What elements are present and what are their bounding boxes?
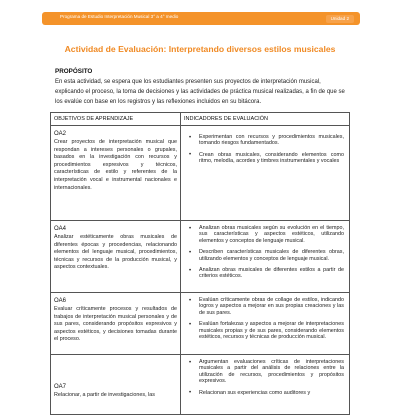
indicator-list — [181, 293, 349, 349]
objective-code: OA6 — [54, 298, 67, 304]
indicator-list — [181, 355, 349, 405]
list-item: • Relacionan sus experiencias como auditores y — [189, 389, 311, 397]
bullet-icon: • — [189, 267, 192, 274]
list-item: • Analizan obras musicales según su evolución en el tiempo, sus características y aspectos estéticos, utilizando elementos y conceptos de lenguaje musical. — [189, 225, 344, 244]
program-name: Programa de Estudio Interpretación Musical 3° a 4° medio — [60, 14, 179, 19]
list-item: • Crean obras musicales, considerando elementos como ritmo, melodía, acordes y timbres instrumentales y vocales — [189, 151, 344, 165]
table-row — [51, 126, 350, 221]
bullet-icon: • — [189, 249, 192, 256]
table-row — [51, 221, 350, 293]
objective-cell — [51, 355, 181, 415]
objective-text: Relacionar, a partir de investigaciones, las — [54, 392, 155, 398]
list-item: • Analizan obras musicales de diferentes estilos a partir de criterios estéticos. — [189, 267, 344, 280]
indicator-list — [181, 221, 349, 289]
objective-text: Evaluar críticamente procesos y resultados de trabajos de interpretación musical personales y de sus pares, considerando propósitos expresivos y aspectos estéticos, y decisiones tomadas durante el proceso. — [54, 306, 177, 343]
list-item: • Describen características musicales de diferentes obras, utilizando elementos y conceptos de lenguaje musical. — [189, 249, 344, 262]
purpose-heading: PROPÓSITO — [55, 68, 93, 75]
bullet-icon: • — [189, 359, 192, 366]
objective-cell — [51, 126, 181, 221]
objective-code: OA2 — [54, 131, 67, 137]
purpose-text: En esta actividad, se espera que los estudiantes presenten sus proyectos de interpretación musical, explicando el proceso, la toma de decisiones y las actividades de práctica musical realizadas, a fin de que se los evalúe con base en los registros y las reflexiones incluidos en su bitácora. — [55, 79, 345, 105]
objective-text: Crear proyectos de interpretación musical que respondan a intereses personales o grupales, basados en la investigación con recursos y procedimientos expresivos y técnicos, características de estilo y referentes de la interpretación vocal e instrumental nacionales e internacionales. — [54, 139, 177, 191]
objective-text: Analizar estéticamente obras musicales de diferentes épocas y procedencias, relacionando elementos del lenguaje musical, procedimientos, técnicas y recursos de la producción musical, y aspectos contextuales. — [54, 234, 177, 271]
objective-cell — [51, 293, 181, 355]
unit-badge: Unidad 2 — [326, 15, 354, 23]
table-row — [51, 355, 350, 415]
evaluation-table — [50, 112, 350, 415]
header-bar — [42, 12, 360, 25]
objective-cell — [51, 221, 181, 293]
bullet-icon: • — [189, 390, 192, 397]
page-title: Actividad de Evaluación: Interpretando diversos estilos musicales — [64, 44, 336, 54]
objective-code: OA7 — [54, 384, 67, 390]
indicators-cell — [181, 221, 350, 293]
bullet-icon: • — [189, 321, 192, 328]
indicators-cell — [181, 355, 350, 415]
table-row — [51, 293, 350, 355]
list-item: • Experimentan con recursos y procedimientos musicales, tomando riesgos fundamentados. — [189, 134, 344, 147]
bullet-icon: • — [189, 225, 192, 232]
indicators-cell — [181, 293, 350, 355]
bullet-icon: • — [189, 297, 192, 304]
list-item: • Evalúan fortalezas y aspectos a mejorar de interpretaciones musicales propias y de sus pares, considerando elementos estéticos, recursos y técnicas de producción musical. — [189, 321, 344, 341]
objective-code: OA4 — [54, 226, 67, 232]
list-item: • Argumentan evaluaciones críticas de interpretaciones musicales a partir del análisis de relaciones entre la utilización de recursos, procedimientos y propósitos expresivos. — [189, 359, 344, 385]
indicator-list — [181, 126, 349, 174]
table-header-row — [51, 113, 350, 126]
bullet-icon: • — [189, 134, 192, 141]
bullet-icon: • — [189, 152, 192, 159]
objectives-header: OBJETIVOS DE APRENDIZAJE — [51, 113, 181, 126]
indicators-cell — [181, 126, 350, 221]
list-item: • Evalúan críticamente obras de collage de estilos, indicando logros y aspectos a mejorar en sus propias creaciones y las de sus pares. — [189, 297, 344, 316]
indicators-header: INDICADORES DE EVALUACIÓN — [181, 113, 350, 126]
